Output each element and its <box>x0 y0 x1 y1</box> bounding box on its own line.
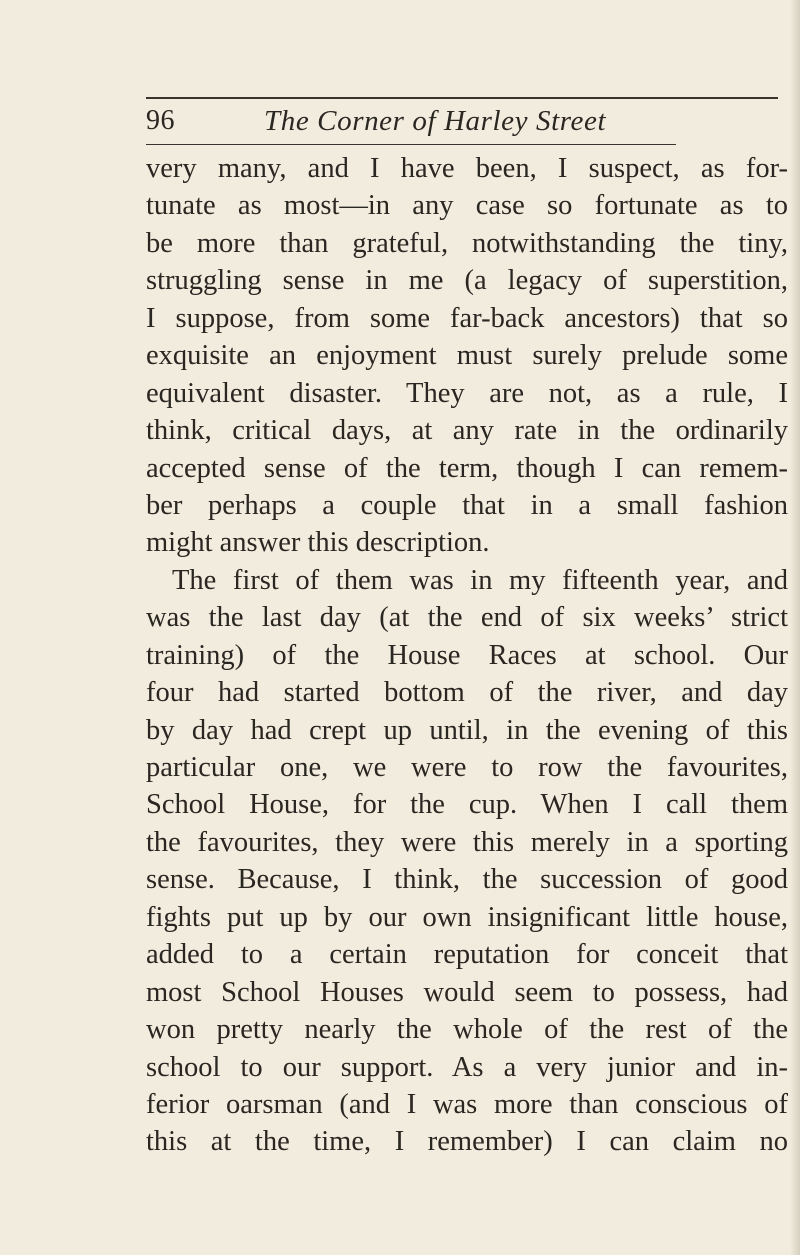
text-line: was the last day (at the end of six weeks’ strict <box>146 602 788 634</box>
text-line: sense. Because, I think, the succession of good <box>146 864 788 896</box>
text-line: struggling sense in me (a legacy of superstition, <box>146 265 788 297</box>
text-line: accepted sense of the term, though I can remem- <box>146 452 788 484</box>
body-text <box>146 150 788 1161</box>
text-line: won pretty nearly the whole of the rest of the <box>146 1014 788 1046</box>
text-line: training) of the House Races at school. Our <box>146 639 788 671</box>
text-line: School House, for the cup. When I call them <box>146 789 788 821</box>
page-edge-shadow <box>790 0 800 1255</box>
text-line: added to a certain reputation for conceit that <box>146 939 788 971</box>
text-line: ferior oarsman (and I was more than conscious of <box>146 1088 788 1120</box>
text-line: might answer this description. <box>146 527 490 559</box>
text-line: very many, and I have been, I suspect, as for- <box>146 153 788 184</box>
text-line: think, critical days, at any rate in the ordinarily <box>146 415 788 447</box>
header-bottom-rule <box>146 144 676 145</box>
text-line: this at the time, I remember) I can claim no <box>146 1126 788 1158</box>
text-line: tunate as most—in any case so fortunate as to <box>146 190 788 222</box>
text-line: school to our support. As a very junior and in- <box>146 1051 788 1083</box>
text-line: most School Houses would seem to possess, had <box>146 976 788 1008</box>
text-line: equivalent disaster. They are not, as a rule, I <box>146 377 788 409</box>
text-line: fights put up by our own insignificant little house, <box>146 901 788 933</box>
page-number: 96 <box>146 105 175 136</box>
header-top-rule <box>146 97 778 99</box>
text-line: the favourites, they were this merely in a sporting <box>146 826 788 858</box>
paragraph-start-line: The first of them was in my fifteenth year, and <box>172 564 788 596</box>
text-line: particular one, we were to row the favourites, <box>146 752 788 783</box>
text-line: ber perhaps a couple that in a small fashion <box>146 489 788 521</box>
text-line: I suppose, from some far-back ancestors) that so <box>146 302 788 334</box>
running-title: The Corner of Harley Street <box>264 105 607 137</box>
text-line: four had started bottom of the river, and day <box>146 677 788 709</box>
text-line: exquisite an enjoyment must surely prelude some <box>146 340 788 372</box>
running-head <box>146 101 706 141</box>
text-line: by day had crept up until, in the evening of this <box>146 714 788 746</box>
text-line: be more than grateful, notwithstanding the tiny, <box>146 227 788 259</box>
